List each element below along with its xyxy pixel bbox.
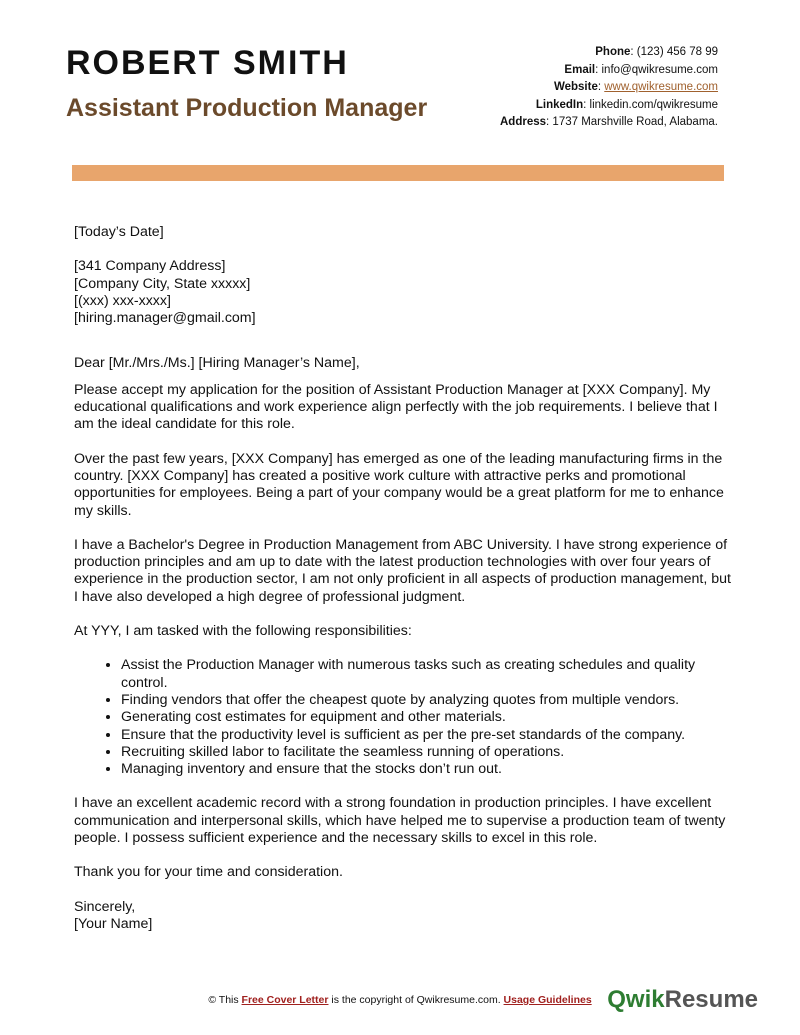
signature-name: [Your Name] <box>74 915 153 932</box>
recipient-phone-line: [(xxx) xxx-xxxx] <box>74 292 171 309</box>
list-item: • Finding vendors that offer the cheapest quote by analyzing quotes from multiple vendors. <box>121 692 734 709</box>
list-item: • Managing inventory and ensure that the stocks don’t run out. <box>121 761 734 778</box>
usage-guidelines-link[interactable]: Usage Guidelines <box>503 994 592 1006</box>
recipient-email-line: [hiring.manager@gmail.com] <box>74 310 256 327</box>
paragraph-responsibilities-intro: At YYY, I am tasked with the following responsibilities: <box>74 623 412 640</box>
paragraph-education: I have a Bachelor's Degree in Production Management from ABC University. I have strong experience of production principles and am up to date with the latest production technologies with over four years of experience in the production sector, I am not only proficient in all aspects of production management, but I have also developed a high degree of professional judgment. <box>74 536 731 605</box>
letter-date: [Today’s Date] <box>74 224 164 240</box>
thanks-line: Thank you for your time and consideration. <box>74 864 343 881</box>
responsibilities-list <box>74 657 734 778</box>
contact-phone: Phone: (123) 456 78 99 <box>595 46 718 58</box>
contact-linkedin: LinkedIn: linkedin.com/qwikresume <box>535 98 718 111</box>
list-item: • Assist the Production Manager with numerous tasks such as creating schedules and quality control. <box>121 657 734 692</box>
applicant-name: ROBERT SMITH <box>66 44 349 82</box>
recipient-address-line: [341 Company Address] <box>74 258 226 275</box>
signoff: Sincerely, <box>74 898 136 915</box>
accent-divider-bar <box>72 165 724 181</box>
paragraph-closing: I have an excellent academic record with a strong foundation in production principles. I have excellent communication and interpersonal skills, which have helped me to supervise a production team of twenty people. I possess sufficient experience and the necessary skills to excel in this role. <box>74 795 726 847</box>
list-item: • Generating cost estimates for equipment and other materials. <box>121 709 734 726</box>
free-cover-letter-link[interactable]: Free Cover Letter <box>241 994 329 1006</box>
contact-block <box>500 44 718 132</box>
contact-address: Address: 1737 Marshville Road, Alabama. <box>500 116 718 128</box>
paragraph-intro: Please accept my application for the position of Assistant Production Manager at [XXX Company]. My educational qualifications and work experience align perfectly with the job requirements. I believe that I am the ideal candidate for this role. <box>74 381 718 433</box>
contact-email: Email: info@qwikresume.com <box>564 63 718 76</box>
recipient-city-line: [Company City, State xxxxx] <box>74 275 251 292</box>
paragraph-company: Over the past few years, [XXX Company] has emerged as one of the leading manufacturing firms in the country. [XXX Company] has created a positive work culture with attractive perks and promotional opportunities for employees. Being a part of your company would be a great platform for me to enhance my skills. <box>74 450 724 519</box>
salutation: Dear [Mr./Mrs./Ms.] [Hiring Manager’s Name], <box>74 355 360 372</box>
qwikresume-logo: QwikResume <box>607 986 758 1013</box>
list-item: • Recruiting skilled labor to facilitate the seamless running of operations. <box>121 744 734 761</box>
footer-copyright: © This Free Cover Letter is the copyright of Qwikresume.com. Usage Guidelines <box>208 994 592 1006</box>
job-title: Assistant Production Manager <box>66 94 428 122</box>
letter-body <box>74 224 734 933</box>
list-item: • Ensure that the productivity level is sufficient as per the pre-set standards of the company. <box>121 727 734 744</box>
contact-website: Website: www.qwikresume.com <box>553 81 718 93</box>
website-link[interactable]: www.qwikresume.com <box>604 81 718 93</box>
